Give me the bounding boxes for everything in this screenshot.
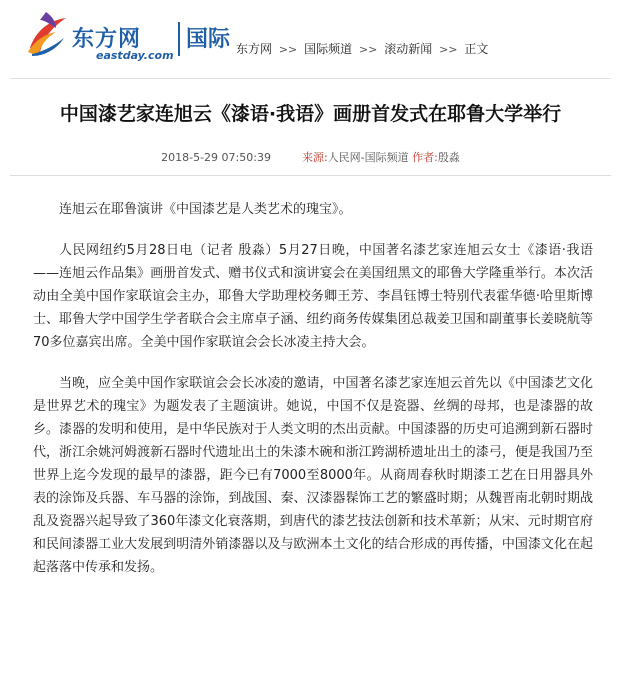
breadcrumb-separator: >> bbox=[278, 43, 298, 56]
brand-divider bbox=[178, 22, 180, 56]
meta-divider bbox=[10, 175, 611, 176]
breadcrumb-rolling-news-link[interactable]: 滚动新闻 bbox=[384, 42, 433, 56]
breadcrumb-channel-link[interactable]: 国际频道 bbox=[304, 42, 353, 56]
article-title: 中国漆艺家连旭云《漆语·我语》画册首发式在耶鲁大学举行 bbox=[59, 103, 562, 125]
article-meta bbox=[0, 149, 621, 165]
brand-name: 东方网 bbox=[72, 27, 142, 52]
author-value: 殷淼 bbox=[437, 151, 460, 164]
breadcrumb-separator: >> bbox=[439, 43, 458, 56]
publish-date: 2018-5-29 07:50:39 bbox=[161, 151, 271, 164]
eastday-logo-icon bbox=[26, 8, 72, 58]
article-paragraph: 人民网纽约5月28日电（记者 殷淼）5月27日晚，中国著名漆艺家连旭云女士《漆语·我语——连旭云作品集》画册首发式、赠书仪式和演讲宴会在美国纽黑文的耶鲁大学隆重举行。本次活动由全美中国作家联谊会主办，耶鲁大学助理校务卿王芳、李昌钰博士特别代表霍华德·哈里斯博士、耶鲁大学中国学生学者联合会主席卓子涵、纽约商务传媒集团总裁姜卫国和副董事长姜晓航等70多位嘉宾出席。全美中国作家联谊会会长冰凌主持大会。 bbox=[33, 243, 593, 350]
photo-caption: 连旭云在耶鲁演讲《中国漆艺是人类艺术的瑰宝》。 bbox=[59, 202, 352, 217]
article-paragraph: 当晚，应全美中国作家联谊会会长冰凌的邀请，中国著名漆艺家连旭云首先以《中国漆艺文化是世界艺术的瑰宝》为题发表了主题演讲。她说，中国不仅是瓷器、丝绸的母邦，也是漆器的故乡。漆器的发明和使用，是中华民族对于人类文明的杰出贡献。中国漆器的历史可追溯到新石器时代，浙江余姚河姆渡新石器时代遗址出土的朱漆木碗和浙江跨湖桥遗址出土的漆弓，便是我国乃至世界上迄今发现的最早的漆器，距今已有7000至8000年。从商周春秋时期漆工艺在日用器具外表的涂饰及兵器、车马器的涂饰，到战国、秦、汉漆器髹饰工艺的繁盛时期；从魏晋南北朝时期战乱及瓷器兴起导致了360年漆文化衰落期，到唐代的漆艺技法创新和技术革新；从宋、元时期官府和民间漆器工业大发展到明清外销漆器以及与欧洲本土文化的结合形成的再传播，中国漆文化在起起落落中传承和发扬。 bbox=[33, 376, 593, 575]
site-logo[interactable] bbox=[26, 8, 236, 64]
site-header bbox=[0, 0, 621, 78]
source-value: 人民网-国际频道 bbox=[327, 151, 409, 164]
article-body bbox=[33, 198, 593, 579]
channel-name: 国际 bbox=[186, 27, 231, 52]
breadcrumb-current: 正文 bbox=[464, 42, 489, 56]
author-label: 作者: bbox=[412, 151, 438, 164]
source-label: 来源: bbox=[301, 151, 328, 164]
breadcrumb bbox=[236, 40, 488, 57]
brand-domain: eastday.com bbox=[96, 49, 174, 62]
breadcrumb-separator: >> bbox=[358, 43, 378, 56]
breadcrumb-home-link[interactable]: 东方网 bbox=[236, 42, 273, 56]
header-divider bbox=[10, 78, 611, 79]
